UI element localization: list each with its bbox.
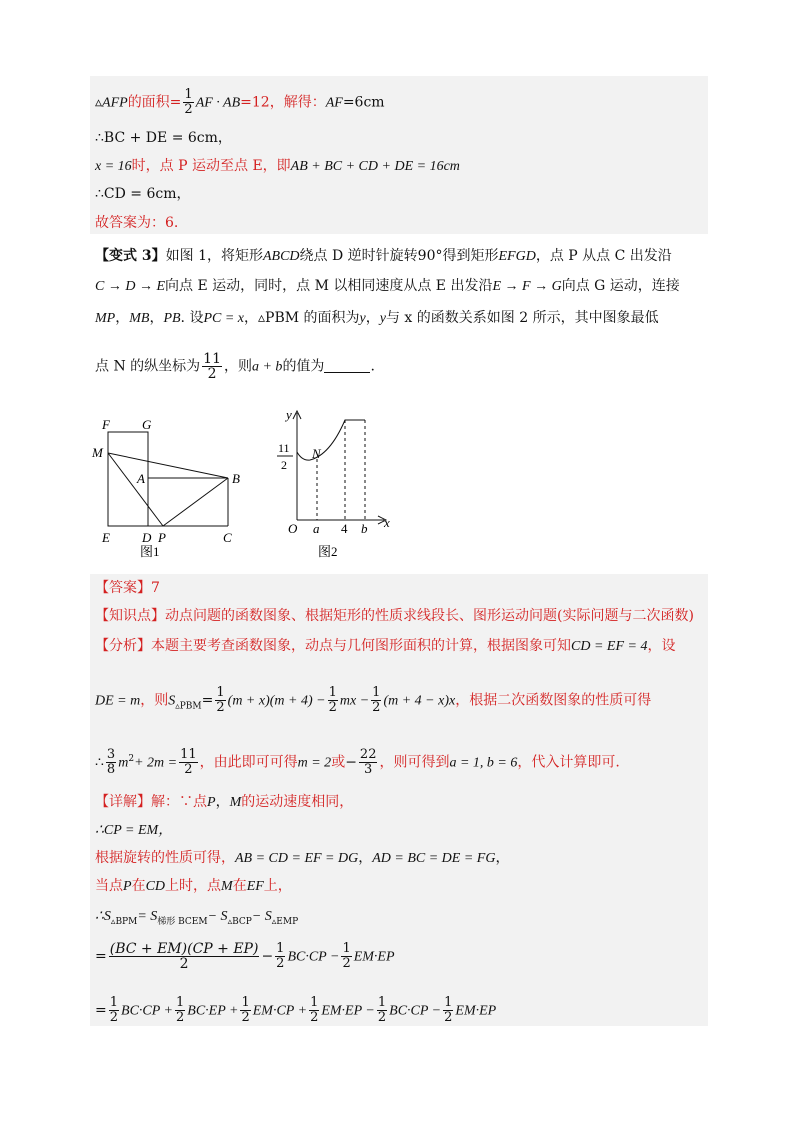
label-F: F — [102, 417, 110, 432]
label-G: G — [142, 417, 152, 432]
label-C: C — [223, 530, 232, 545]
label-P: P — [158, 530, 166, 545]
detail-line-1: 【详解】解：∵点P，M的运动速度相同， — [95, 794, 354, 810]
figure-2 — [270, 405, 400, 560]
label-D: D — [142, 530, 152, 545]
axis-x-label: x — [384, 515, 390, 530]
figure-1 — [90, 410, 260, 560]
label-B: B — [232, 471, 240, 486]
analysis-line-1: 【分析】本题主要考查函数图象，动点与几何图形面积的计算，根据图象可知CD = EF = 4，设 — [95, 638, 676, 654]
problem-line-1: 【变式 3】如图 1，将矩形ABCD绕点 D 逆时针旋转90°得到矩形EFGD，点 P 从点 C 出发沿 — [95, 248, 672, 264]
label-N: N — [312, 446, 321, 461]
problem-line-2: C → D → E向点 E 运动，同时，点 M 以相同速度从点 E 出发沿E → F → G向点 G 运动，连接 — [95, 278, 680, 294]
y-tick-denominator: 2 — [281, 458, 287, 472]
fraction-eleven-halves: $\frac{11}{2}$ — [203, 351, 221, 382]
problem-line-3: MP，MB，PB. 设PC = x，▵PBM 的面积为y，y与 x 的函数关系如图 2 所示，其中图象最低 — [95, 310, 659, 326]
top-line-2: ∴BC + DE = 6cm， — [95, 130, 232, 146]
knowledge-line: 【知识点】动点问题的函数图象、根据矩形的性质求线段长、图形运动问题(实际问题与二次函数) — [95, 608, 694, 624]
figure-1-caption: 图1 — [140, 544, 160, 559]
problem-line-4: 点 N 的纵坐标为 $\frac{11}{2}$ ，则a + b的值为 . — [95, 351, 375, 382]
top-line-1: ▵AFP的面积= $\frac{1}{2}$ AF · AB=12，解得：AF=6cm — [95, 87, 385, 117]
y-tick-numerator: 11 — [278, 441, 290, 455]
label-M: M — [92, 445, 103, 460]
fraction-half: $\frac{1}{2}$ — [184, 87, 193, 117]
label-E: E — [102, 530, 110, 545]
axis-y-label: y — [286, 407, 292, 422]
label-A: A — [137, 471, 145, 486]
tick-4: 4 — [341, 521, 348, 536]
top-line-4: ∴CD = 6cm， — [95, 186, 191, 202]
analysis-line-2: DE = m，则$S_{▵PBM}=$ $\frac{1}{2}$ (m + x)(m + 4) − $\frac{1}{2}$ mx − $\frac{1}{2}$ (m + 4 − x)x，根据二次函数图象的性质可得 — [95, 685, 652, 715]
figure-2-caption: 图2 — [318, 544, 338, 559]
detail-line-2: ∴CP = EM， — [95, 823, 173, 838]
tick-b: b — [361, 521, 368, 536]
answer-blank — [324, 360, 370, 373]
detail-line-5: $\therefore S_{▵BPM}= S_{梯形 BCEM}- S_{▵BCP}- S_{▵EMP}$ — [95, 909, 299, 927]
origin-label: O — [288, 521, 298, 536]
problem-tag: 【变式 3】 — [95, 248, 166, 264]
top-line-5: 故答案为：6. — [95, 215, 179, 231]
tick-a: a — [313, 521, 320, 536]
analysis-line-3: ∴ $\frac{3}{8}$ $m^2+ 2m$ = $\frac{11}{2}$ ，由此即可可得m = 2或− $\frac{22}{3}$ ，则可得到a = 1, b = 6，代入计算即可. — [95, 747, 620, 777]
detail-line-7: = $\frac{1}{2}$ BC·CP + $\frac{1}{2}$ BC·EP + $\frac{1}{2}$ EM·CP + $\frac{1}{2}$ EM·EP − $\frac{1}{2}$ BC·CP − $\frac{1}{2}$ EM·EP — [95, 995, 497, 1025]
detail-line-6: = $\frac{(BC + EM)(CP + EP)}{2}$ − $\frac{1}{2}$ BC·CP − $\frac{1}{2}$ EM·EP — [95, 941, 395, 972]
answer-line: 【答案】7 — [95, 580, 160, 596]
detail-line-4: 当点P在CD上时，点M在EF上， — [95, 878, 292, 894]
detail-line-3: 根据旋转的性质可得，AB = CD = EF = DG，AD = BC = DE = FG， — [95, 850, 510, 866]
top-line-3: x = 16时，点 P 运动至点 E，即AB + BC + CD + DE = 16cm — [95, 158, 460, 174]
